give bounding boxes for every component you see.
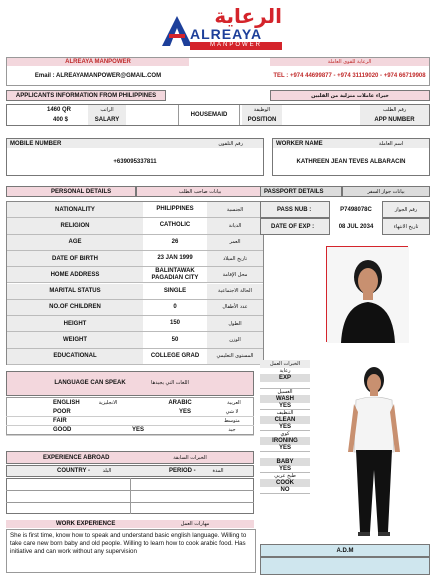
skill-value <box>260 382 310 389</box>
logo-latin: ALREAYA <box>190 26 263 42</box>
position-label: POSITION <box>242 115 282 125</box>
worker-label: WORKER NAME <box>273 139 353 148</box>
skill-value: YES <box>260 445 310 452</box>
personal-row-label-ar: عدد الأطفال <box>207 300 263 315</box>
pass-no-label: PASS NUB : <box>260 201 330 218</box>
personal-row <box>7 202 263 218</box>
personal-row-label: RELIGION <box>7 218 143 233</box>
personal-row-value: COLLEGE GRAD <box>150 352 200 359</box>
skill-value: NO <box>260 487 310 494</box>
personal-row-value: 23 JAN 1999 <box>157 255 193 262</box>
personal-row-label: NATIONALITY <box>7 202 143 217</box>
skill-label: EXP <box>260 374 310 382</box>
personal-row-value: CATHOLIC <box>159 222 191 229</box>
personal-row-label-ar: الحالة الاجتماعية <box>207 284 263 299</box>
company-phones: TEL : +974 44699877 - +974 31119020 - +974 66719908 <box>273 72 426 79</box>
salary-qr: 1460 QR <box>47 107 72 113</box>
salary-label: SALARY <box>88 115 126 125</box>
experience-title-ar: الخبرات السابقة <box>173 454 207 461</box>
personal-row-label: AGE <box>7 235 143 250</box>
language-arabic-value <box>170 426 200 435</box>
headshot-photo <box>326 246 408 342</box>
position-value: HOUSEMAID <box>178 105 240 125</box>
language-level-ar: متوسط <box>224 417 240 424</box>
pass-no-ar: رقم الجواز <box>382 201 430 218</box>
skill-value: YES <box>260 466 310 473</box>
personal-row-value: 150 <box>169 320 180 327</box>
mobile-label: MOBILE NUMBER <box>7 139 135 148</box>
country-label-ar: البلد <box>102 468 112 474</box>
logo <box>158 4 282 54</box>
period-label: PERIOD - <box>169 468 196 474</box>
skill-label: COOK <box>260 479 310 487</box>
language-level: POOR <box>53 408 71 415</box>
skill-value: YES <box>260 424 310 431</box>
company-name: ALREAYA MANPOWER <box>7 58 189 66</box>
personal-row <box>7 300 263 316</box>
personal-row-value: 26 <box>171 238 179 245</box>
personal-row-label-ar: تاريخ الميلاد <box>207 251 263 266</box>
skill-label: IRONING <box>260 437 310 445</box>
language-level: GOOD <box>53 427 72 434</box>
work-exp-text: She is first time, know how to speak and understand basic english language. Willing to take care new born baby and old people. Willing to learn how to cook arabic food. Has initiative and can work without any supervision <box>6 529 256 573</box>
personal-row-label: WEIGHT <box>7 332 143 347</box>
personal-row <box>7 332 263 348</box>
app-number-label: APP NUMBER <box>360 115 429 125</box>
language-english-value <box>120 407 156 416</box>
language-level-ar: لا شي <box>225 408 239 415</box>
skill-label-ar: الغسيل <box>277 389 293 395</box>
app-number-label-ar: رقم الطلب <box>360 105 429 115</box>
skills-title-ar: الخبرات العمل <box>260 360 310 368</box>
personal-title-ar: بيانات صاحب الطلب <box>136 186 264 197</box>
personal-row <box>7 235 263 251</box>
english-label-ar: الانجليزية <box>98 399 118 406</box>
company-email: Email : ALREAYAMANPOWER@GMAIL.COM <box>34 73 162 79</box>
personal-row-label: DATE OF BIRTH <box>7 251 143 266</box>
language-arabic-value <box>170 416 200 425</box>
banner-arabic: خبراء عاملات منزلية من الفلبين <box>270 90 430 101</box>
salary-usd: 400 $ <box>53 117 69 123</box>
languages-title-ar: اللغات التي يجيدها <box>151 380 189 386</box>
logo-sub: MANPOWER <box>190 42 282 50</box>
personal-row <box>7 251 263 267</box>
personal-row-value: BALINTAWAK PAGADIAN CITY <box>151 267 199 281</box>
skill-label: WASH <box>260 395 310 403</box>
worker-name: KATHREEN JEAN TEVES ALBARACIN <box>296 159 406 165</box>
salary-label-ar: الراتب <box>88 105 126 115</box>
language-level-ar: جيد <box>228 427 236 434</box>
personal-row-label-ar: محل الإقامة <box>207 267 263 282</box>
personal-row <box>7 218 263 234</box>
personal-row <box>7 349 263 365</box>
personal-row-value: 0 <box>173 303 177 310</box>
adm-space <box>260 557 430 575</box>
personal-title: PERSONAL DETAILS <box>6 186 136 197</box>
expiry-ar: تاريخ الانتهاء <box>382 218 430 235</box>
personal-row-value: SINGLE <box>163 287 187 294</box>
personal-row-label: HEIGHT <box>7 316 143 331</box>
worker-label-ar: اسم العاملة <box>353 139 429 148</box>
language-arabic-value: YES <box>178 408 191 415</box>
skill-label-ar: كوي <box>280 431 290 437</box>
applicants-banner: APPLICANTS INFORMATION FROM PHILIPPINES <box>6 90 166 101</box>
experience-title: EXPERIENCE ABROAD <box>43 454 110 461</box>
logo-arabic: الرعاية <box>214 4 282 28</box>
language-english-value <box>120 416 156 425</box>
country-label: COUNTRY - <box>57 468 90 474</box>
app-number-value <box>292 105 358 125</box>
personal-row-label-ar: الجنسية <box>207 202 263 217</box>
skill-label: BABY <box>260 458 310 466</box>
logo-a-mark <box>160 14 194 48</box>
mobile-label-ar: رقم التلفون <box>135 139 263 148</box>
skill-value: YES <box>260 403 310 410</box>
personal-row-label-ar: المستوى التعليمي <box>207 349 263 364</box>
mobile-number: +639095337811 <box>113 159 157 165</box>
expiry-value: 08 JUL 2034 <box>338 223 374 230</box>
passport-title: PASSPORT DETAILS <box>260 186 342 197</box>
work-exp-title: WORK EXPERIENCE <box>6 520 136 528</box>
skill-label-ar: رعاية <box>279 368 291 374</box>
personal-row <box>7 267 263 283</box>
passport-title-ar: بيانات جواز السفر <box>342 186 430 197</box>
work-exp-title-ar: مهارات العمل <box>136 520 254 528</box>
personal-row-label-ar: الوزن <box>207 332 263 347</box>
skill-label-ar: التنظيف <box>276 410 294 416</box>
adm-box: A.D.M <box>260 544 430 557</box>
skill-label: CLEAN <box>260 416 310 424</box>
personal-row-label: NO.OF CHILDREN <box>7 300 143 315</box>
skill-label-ar: طبخ عربي <box>274 473 296 479</box>
personal-row-label: HOME ADDRESS <box>7 267 143 282</box>
language-level: FAIR <box>53 417 67 424</box>
personal-row-label-ar: الديانة <box>207 218 263 233</box>
arabic-label: ARABIC <box>168 399 192 406</box>
pass-no-value: P7498078C <box>340 206 372 213</box>
personal-row-label-ar: العمر <box>207 235 263 250</box>
english-label: ENGLISH <box>53 399 80 406</box>
personal-row-label: EDUCATIONAL <box>7 349 143 364</box>
arabic-label-ar: العربية <box>227 399 241 406</box>
position-label-ar: الوظيفة <box>242 105 282 115</box>
languages-title: LANGUAGE CAN SPEAK <box>54 380 126 386</box>
period-label-ar: المدة <box>212 468 224 474</box>
company-name-arabic: الرعاية للقوى العاملة <box>270 58 429 66</box>
personal-row-label: MARITAL STATUS <box>7 284 143 299</box>
personal-row <box>7 284 263 300</box>
language-english-value: YES <box>131 427 144 434</box>
expiry-label: DATE OF EXP : <box>260 218 330 235</box>
personal-row-value: PHILIPPINES <box>156 206 194 213</box>
full-body-photo <box>318 360 430 540</box>
personal-row-value: 50 <box>171 336 179 343</box>
personal-row-label-ar: الطول <box>207 316 263 331</box>
personal-row <box>7 316 263 332</box>
